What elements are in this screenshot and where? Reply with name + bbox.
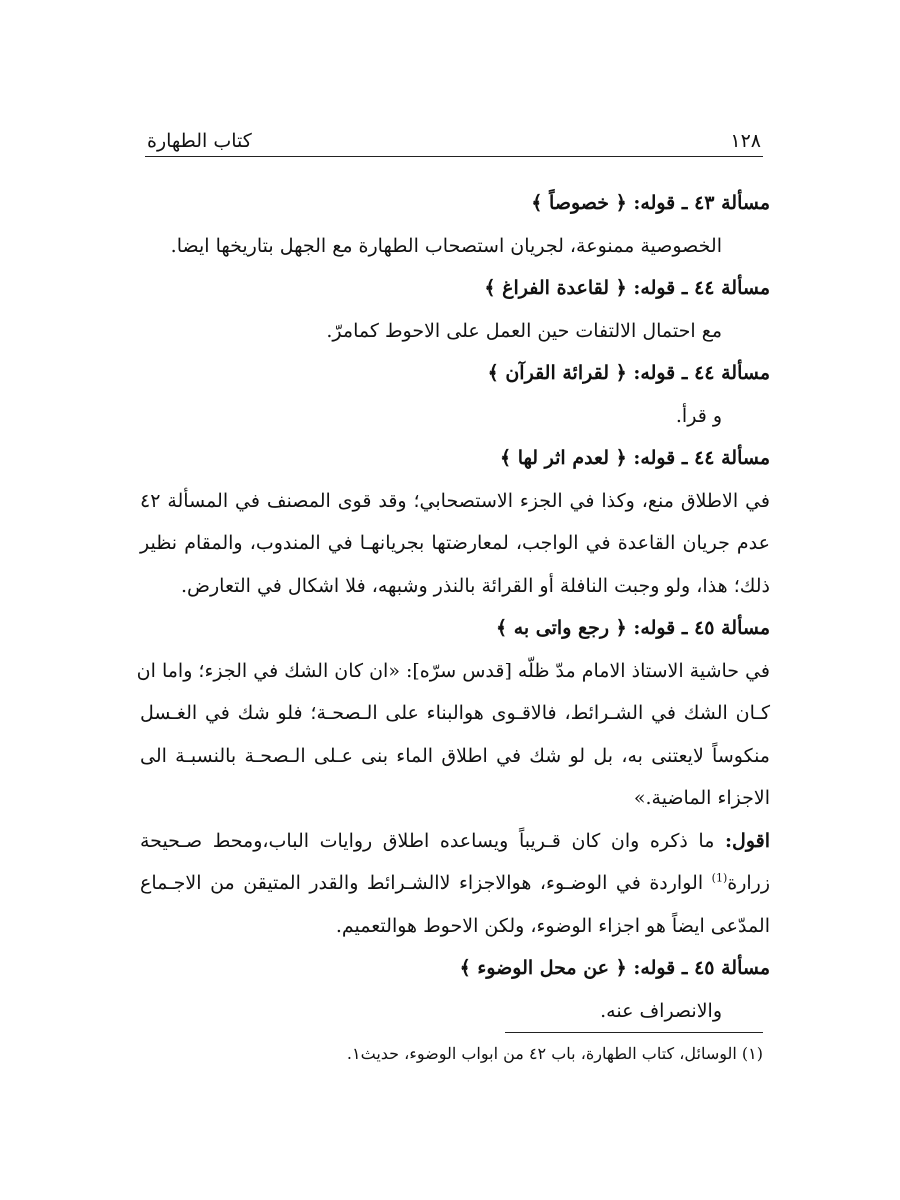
paragraph-line (140, 862, 770, 905)
running-header (145, 128, 763, 157)
issue-heading-45b: مسألة ٤٥ ـ قوله: ﴿ عن محل الوضوء ﴾ (459, 957, 770, 979)
paragraph-line: مع احتمال الالتفات حين العمل على الاحوط كمامرّ. (326, 319, 722, 342)
paragraph-line: و قرأ. (675, 404, 722, 427)
quotation-line: منكوساً لايعتنى به، بل لو شك في اطلاق الماء بنى عـلى الـصحـة بالنسبـة الى (140, 744, 770, 767)
main-text (136, 182, 770, 1032)
quotation-line: الاجزاء الماضية.» (633, 787, 770, 809)
page-number: ١٢٨ (730, 130, 761, 152)
paragraph-line: ذلك؛ هذا، ولو وجبت النافلة أو القرائة بالنذر وشبهه، فلا اشكال في التعارض. (180, 574, 770, 597)
line-start: زرارة (727, 872, 770, 894)
paragraph-line: والانصراف عنه. (600, 999, 722, 1022)
aqul-label: اقول: (725, 829, 770, 852)
running-title: كتاب الطهارة (147, 130, 252, 152)
paragraph-line: عدم جريان القاعدة في الواجب، لمعارضتها بجريانهـا في المندوب، والمقام نظير (140, 532, 770, 554)
footnote-divider (505, 1032, 763, 1033)
line-rest: الواردة في الوضـوء، هوالاجزاء لاالشـرائط والقدر المتيقن من الاجـماع (140, 872, 712, 894)
issue-heading-44a: مسألة ٤٤ ـ قوله: ﴿ لقاعدة الفراغ ﴾ (484, 277, 770, 299)
footnote: (١) الوسائل، كتاب الطهارة، باب ٤٢ من ابواب الوضوء، حديث١. (346, 1044, 763, 1063)
paragraph-line: في الاطلاق منع، وكذا في الجزء الاستصحابي؛ وقد قوى المصنف في المسألة ٤٢ (140, 489, 770, 512)
aqul-text: ما ذكره وان كان قـريباً ويساعده اطلاق روايات الباب،ومحط صـحيحة (140, 829, 725, 852)
issue-heading-45a: مسألة ٤٥ ـ قوله: ﴿ رجع واتى به ﴾ (495, 617, 770, 639)
footnote-reference[interactable]: (1) (711, 871, 728, 885)
quotation-line: في حاشية الاستاذ الامام مدّ ظلّه [قدس سرّه]: «ان كان الشك في الجزء؛ واما ان (136, 659, 770, 682)
paragraph-line: المدّعى ايضاً هو اجزاء الوضوء، ولكن الاحوط هوالتعميم. (335, 914, 770, 937)
issue-heading-43: مسألة ٤٣ ـ قوله: ﴿ خصوصاً ﴾ (531, 192, 770, 214)
paragraph-line: الخصوصية ممنوعة، لجريان استصحاب الطهارة مع الجهل بتاريخها ايضا. (170, 234, 722, 257)
issue-heading-44c: مسألة ٤٤ ـ قوله: ﴿ لعدم اثر لها ﴾ (499, 447, 770, 469)
aqul-line (140, 820, 770, 863)
quotation-line: كـان الشك في الشـرائط، فالاقـوى هوالبناء على الـصحـة؛ فلو شك في الغـسل (140, 702, 770, 724)
issue-heading-44b: مسألة ٤٤ ـ قوله: ﴿ لقرائة القرآن ﴾ (487, 362, 770, 384)
